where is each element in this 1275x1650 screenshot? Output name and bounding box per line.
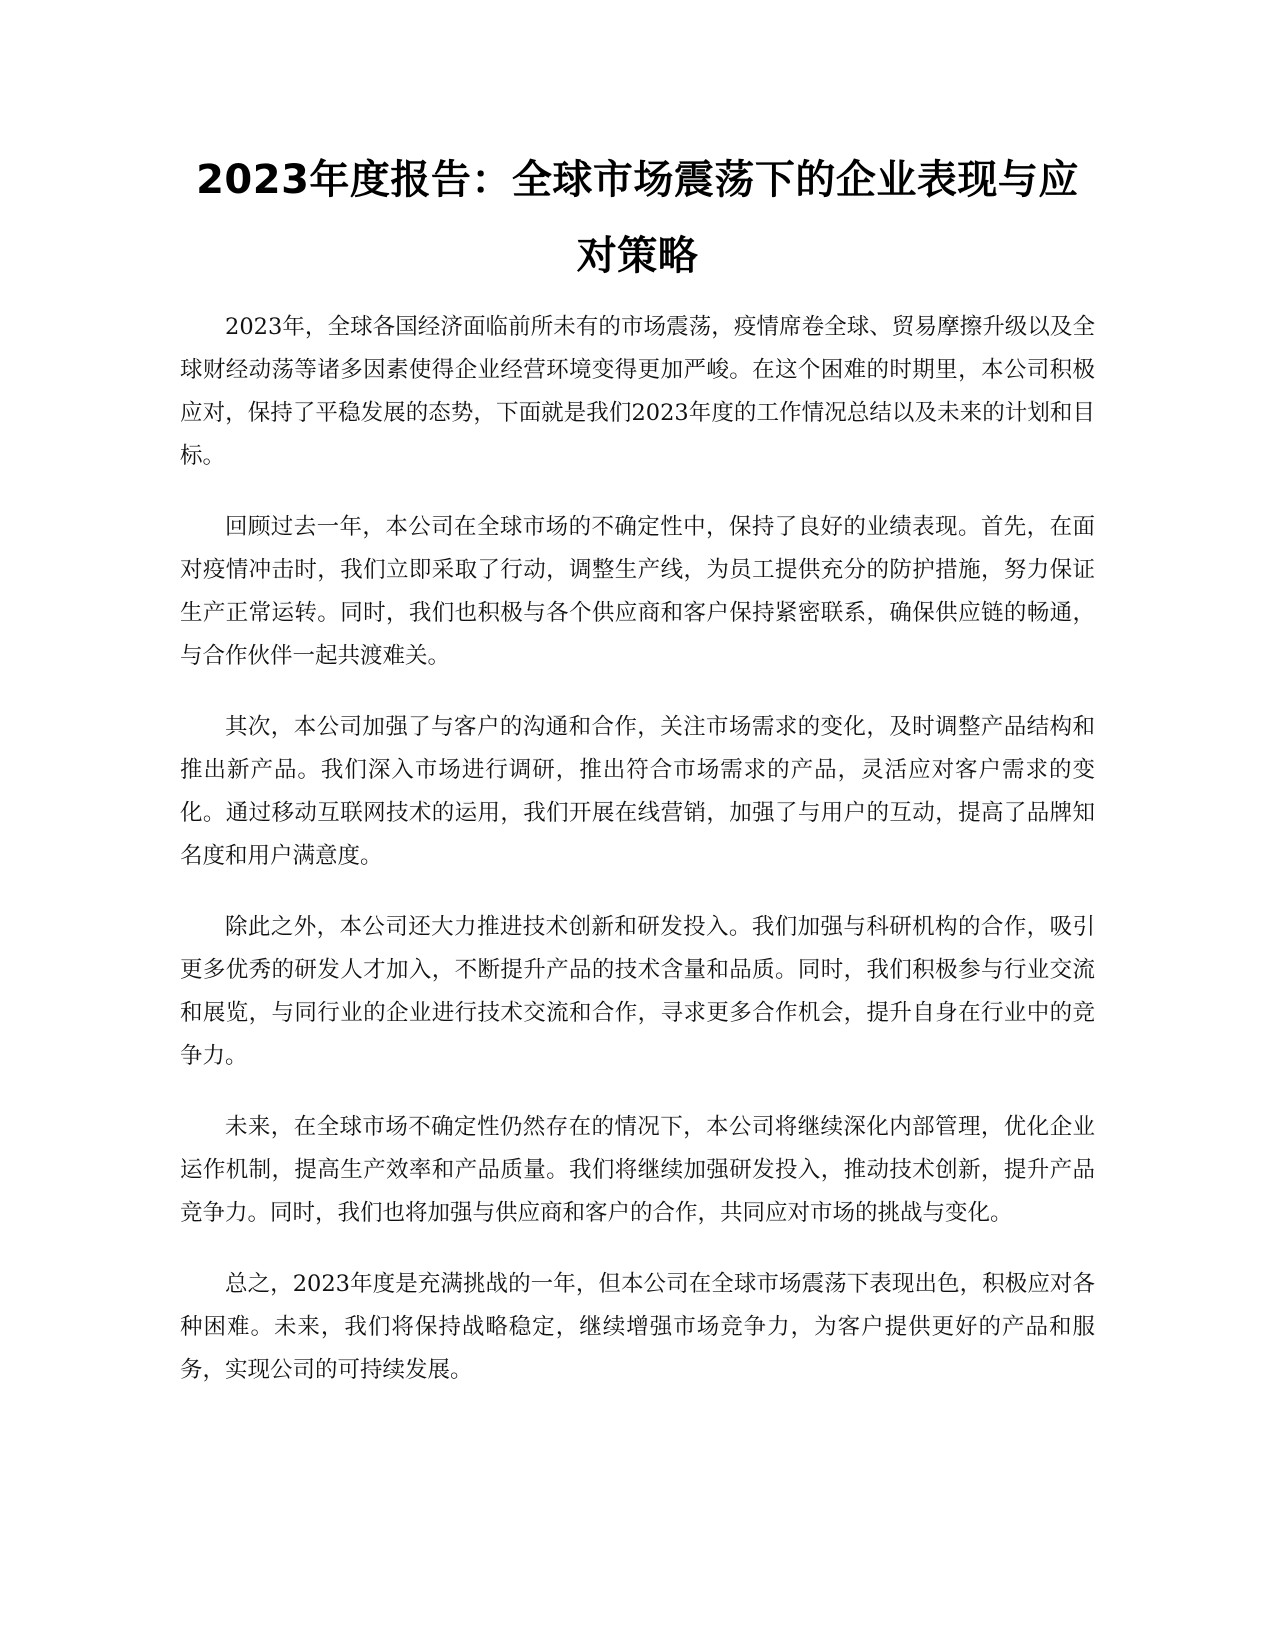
paragraph-intro: 2023年，全球各国经济面临前所未有的市场震荡，疫情席卷全球、贸易摩擦升级以及全球财经动荡等诸多因素使得企业经营环境变得更加严峻。在这个困难的时期里，本公司积极应对，保持了平稳发展的态势，下面就是我们2023年度的工作情况总结以及未来的计划和目标。 bbox=[180, 314, 1095, 469]
paragraph-innovation: 除此之外，本公司还大力推进技术创新和研发投入。我们加强与科研机构的合作，吸引更多优秀的研发人才加入，不断提升产品的技术含量和品质。同时，我们积极参与行业交流和展览，与同行业的企业进行技术交流和合作，寻求更多合作机会，提升自身在行业中的竞争力。 bbox=[180, 914, 1095, 1069]
paragraph-future: 未来，在全球市场不确定性仍然存在的情况下，本公司将继续深化内部管理，优化企业运作机制，提高生产效率和产品质量。我们将继续加强研发投入，推动技术创新，提升产品竞争力。同时，我们也将加强与供应商和客户的合作，共同应对市场的挑战与变化。 bbox=[180, 1114, 1095, 1226]
paragraph-summary: 总之，2023年度是充满挑战的一年，但本公司在全球市场震荡下表现出色，积极应对各种困难。未来，我们将保持战略稳定，继续增强市场竞争力，为客户提供更好的产品和服务，实现公司的可持续发展。 bbox=[180, 1271, 1095, 1383]
document-title: 2023年度报告：全球市场震荡下的企业表现与应对策略 bbox=[196, 157, 1079, 279]
paragraph-review: 回顾过去一年，本公司在全球市场的不确定性中，保持了良好的业绩表现。首先，在面对疫情冲击时，我们立即采取了行动，调整生产线，为员工提供充分的防护措施，努力保证生产正常运转。同时，我们也积极与各个供应商和客户保持紧密联系，确保供应链的畅通，与合作伙伴一起共渡难关。 bbox=[180, 514, 1095, 669]
paragraph-customers: 其次，本公司加强了与客户的沟通和合作，关注市场需求的变化，及时调整产品结构和推出新产品。我们深入市场进行调研，推出符合市场需求的产品，灵活应对客户需求的变化。通过移动互联网技术的运用，我们开展在线营销，加强了与用户的互动，提高了品牌知名度和用户满意度。 bbox=[180, 714, 1095, 869]
document-body bbox=[180, 306, 1095, 1420]
